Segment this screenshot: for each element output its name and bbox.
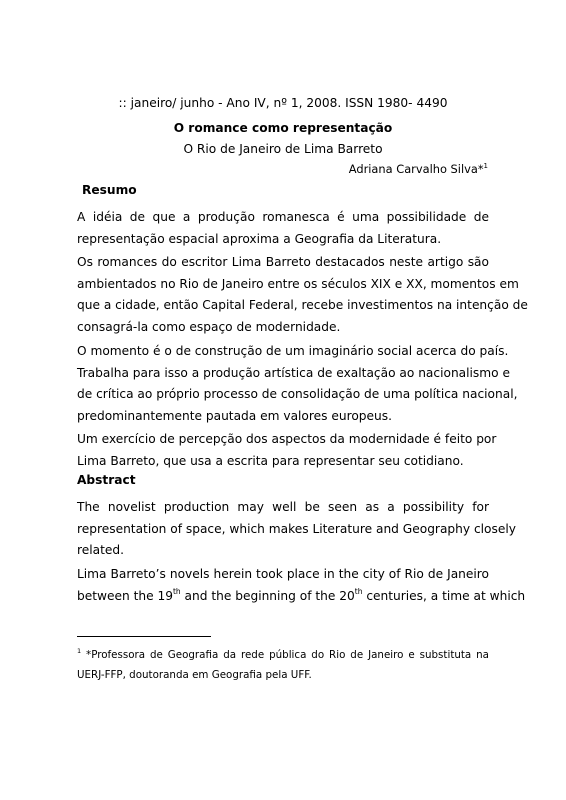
author-name-text: Adriana Carvalho Silva* <box>348 162 484 176</box>
journal-issue-line: :: janeiro/ junho - Ano IV, nº 1, 2008. ISSN 1980- 4490 <box>118 96 448 110</box>
footnote-text: *Professora de Geografia da rede pública do Rio de Janeiro e substituta na <box>81 649 489 661</box>
resumo-paragraph-4 <box>77 429 497 472</box>
text-line: consagrá-la como espaço de modernidade. <box>77 320 341 335</box>
text-line: que a cidade, então Capital Federal, recebe investimentos na intenção de <box>77 298 528 313</box>
article-title: O romance como representação <box>173 121 393 135</box>
ordinal-superscript: th <box>172 586 181 596</box>
text-line: Os romances do escritor Lima Barreto destacados neste artigo são <box>77 255 489 269</box>
ordinal-superscript: th <box>354 586 363 596</box>
text-line: Lima Barreto’s novels herein took place in the city of Rio de Janeiro <box>77 567 489 581</box>
text-line: The novelist production may well be seen as a possibility for <box>77 500 489 514</box>
text-fragment: centuries, a time at which <box>362 588 526 603</box>
text-fragment: and the beginning of the 20 <box>180 588 355 603</box>
author-name <box>349 161 488 177</box>
text-line: Um exercício de percepção dos aspectos da modernidade é feito por <box>77 432 497 446</box>
footnote-line <box>77 645 489 665</box>
footnote-line: UERJ-FFP, doutoranda em Geografia pela UFF. <box>77 669 312 681</box>
text-line: de crítica ao próprio processo de consolidação de uma política nacional, <box>77 387 518 402</box>
resumo-paragraph-3 <box>77 341 518 428</box>
footnote-separator <box>77 636 211 637</box>
article-subtitle: O Rio de Janeiro de Lima Barreto <box>183 142 383 156</box>
text-fragment: between the 19 <box>77 588 173 603</box>
resumo-heading: Resumo <box>82 183 137 197</box>
text-line: Lima Barreto, que usa a escrita para representar seu cotidiano. <box>77 453 464 468</box>
abstract-paragraph-1 <box>77 497 516 562</box>
footnote <box>77 645 489 685</box>
text-line: O momento é o de construção de um imaginário social acerca do país. <box>77 344 509 358</box>
resumo-paragraph-1 <box>77 207 489 250</box>
text-line: predominantemente pautada em valores europeus. <box>77 409 392 424</box>
text-line: A idéia de que a produção romanesca é uma possibilidade de <box>77 210 489 224</box>
footnote-marker: 1 <box>77 647 82 655</box>
text-line: Trabalha para isso a produção artística de exaltação ao nacionalismo e <box>77 365 510 380</box>
resumo-paragraph-2 <box>77 252 528 339</box>
abstract-heading: Abstract <box>77 473 136 487</box>
text-line: ambientados no Rio de Janeiro entre os séculos XIX e XX, momentos em <box>77 276 519 291</box>
text-line: representação espacial aproxima a Geografia da Literatura. <box>77 231 442 246</box>
text-line: related. <box>77 543 124 558</box>
text-line <box>77 586 526 608</box>
abstract-paragraph-2 <box>77 564 526 607</box>
author-footnote-marker: 1 <box>483 162 488 170</box>
text-line: representation of space, which makes Literature and Geography closely <box>77 521 516 536</box>
